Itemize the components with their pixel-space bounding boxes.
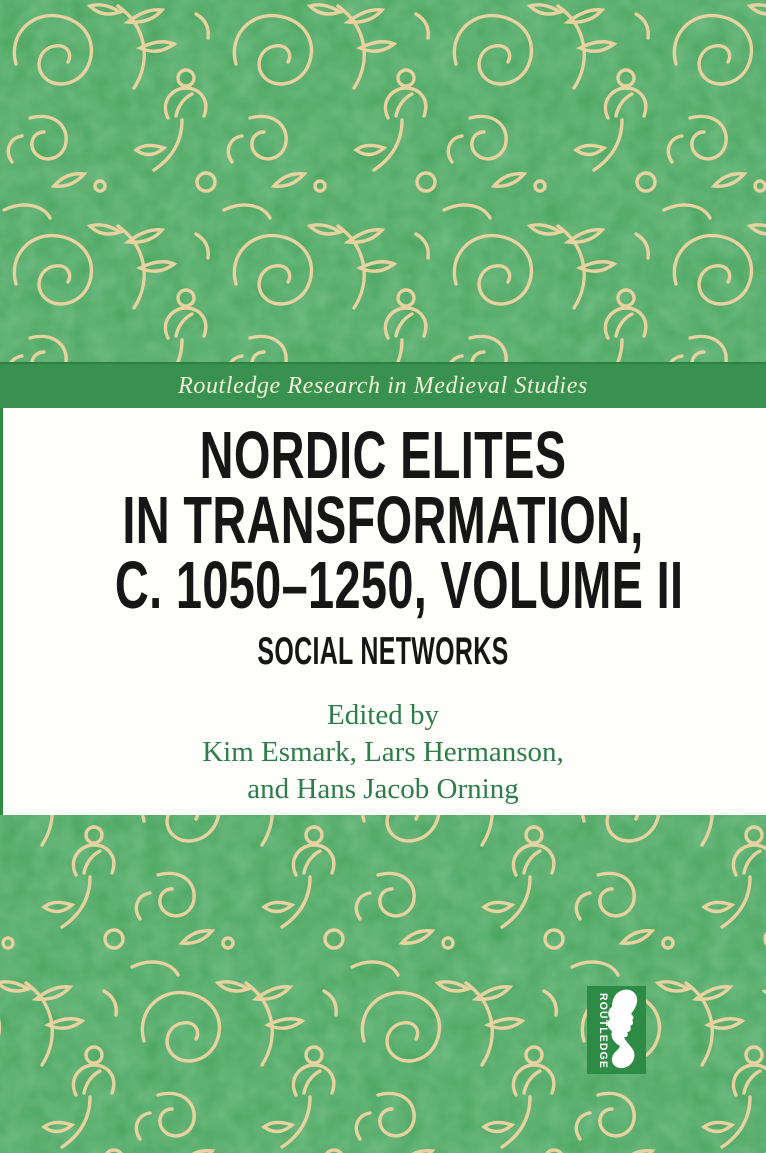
- routledge-logo-svg: [587, 986, 646, 1074]
- book-title: [0, 418, 766, 623]
- floral-pattern-bottom: [0, 815, 766, 1153]
- series-band: [0, 362, 766, 408]
- vine-ornament-layer: [0, 815, 766, 1153]
- title-line-1: NORDIC ELITES: [199, 418, 567, 493]
- series-title: Routledge Research in Medieval Studies: [178, 372, 588, 399]
- editors-line-2: and Hans Jacob Orning: [247, 773, 519, 805]
- vine-ornament-layer: [0, 0, 766, 362]
- floral-pattern-top: [0, 0, 766, 362]
- editors-line-1: Kim Esmark, Lars Hermanson,: [202, 736, 564, 768]
- title-line-3: C. 1050–1250, VOLUME II: [114, 548, 684, 623]
- routledge-logo: [587, 986, 646, 1074]
- subtitle-text: SOCIAL NETWORKS: [257, 630, 509, 673]
- editors-block: [0, 697, 766, 808]
- title-line-2: IN TRANSFORMATION,: [122, 483, 644, 558]
- edited-by-label: Edited by: [327, 699, 439, 731]
- logo-vertical-text: ROUTLEDGE: [597, 993, 609, 1073]
- book-subtitle: [0, 632, 766, 672]
